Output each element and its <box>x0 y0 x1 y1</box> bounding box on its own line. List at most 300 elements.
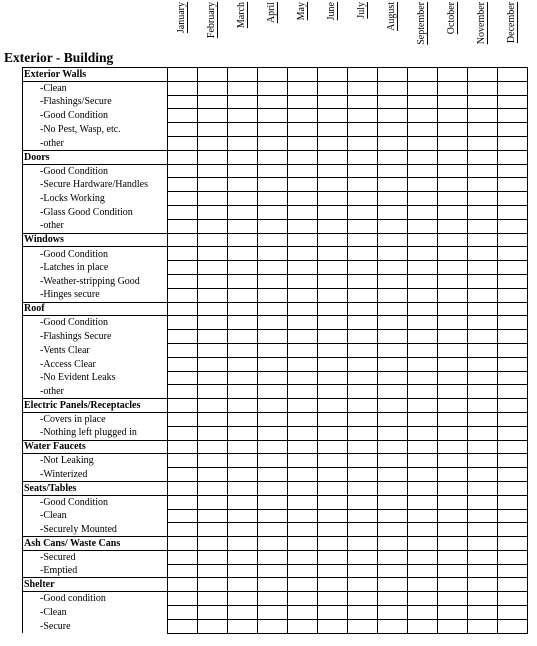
check-cell-june[interactable] <box>318 205 348 219</box>
check-cell-december[interactable] <box>498 330 528 344</box>
check-cell-december[interactable] <box>498 619 528 633</box>
check-cell-may[interactable] <box>288 426 318 440</box>
check-cell-april[interactable] <box>258 523 288 537</box>
check-cell-september[interactable] <box>408 578 438 592</box>
check-cell-march[interactable] <box>228 205 258 219</box>
check-cell-june[interactable] <box>318 123 348 137</box>
check-cell-may[interactable] <box>288 606 318 620</box>
check-cell-june[interactable] <box>318 537 348 551</box>
check-cell-february[interactable] <box>198 578 228 592</box>
check-cell-may[interactable] <box>288 412 318 426</box>
check-cell-june[interactable] <box>318 343 348 357</box>
check-cell-december[interactable] <box>498 550 528 564</box>
check-cell-december[interactable] <box>498 233 528 247</box>
check-cell-april[interactable] <box>258 205 288 219</box>
check-cell-april[interactable] <box>258 274 288 288</box>
check-cell-december[interactable] <box>498 274 528 288</box>
check-cell-november[interactable] <box>468 343 498 357</box>
check-cell-july[interactable] <box>348 523 378 537</box>
check-cell-november[interactable] <box>468 537 498 551</box>
check-cell-february[interactable] <box>198 343 228 357</box>
check-cell-december[interactable] <box>498 136 528 150</box>
check-cell-july[interactable] <box>348 136 378 150</box>
check-cell-june[interactable] <box>318 468 348 482</box>
check-cell-august[interactable] <box>378 109 408 123</box>
check-cell-april[interactable] <box>258 426 288 440</box>
check-cell-march[interactable] <box>228 288 258 302</box>
check-cell-october[interactable] <box>438 426 468 440</box>
check-cell-november[interactable] <box>468 330 498 344</box>
check-cell-may[interactable] <box>288 164 318 178</box>
check-cell-november[interactable] <box>468 385 498 399</box>
check-cell-august[interactable] <box>378 302 408 316</box>
check-cell-june[interactable] <box>318 261 348 275</box>
check-cell-march[interactable] <box>228 592 258 606</box>
check-cell-july[interactable] <box>348 385 378 399</box>
check-cell-february[interactable] <box>198 123 228 137</box>
check-cell-january[interactable] <box>168 123 198 137</box>
check-cell-february[interactable] <box>198 68 228 82</box>
check-cell-november[interactable] <box>468 316 498 330</box>
check-cell-september[interactable] <box>408 454 438 468</box>
check-cell-october[interactable] <box>438 219 468 233</box>
check-cell-october[interactable] <box>438 261 468 275</box>
check-cell-january[interactable] <box>168 578 198 592</box>
check-cell-july[interactable] <box>348 150 378 164</box>
check-cell-march[interactable] <box>228 385 258 399</box>
check-cell-july[interactable] <box>348 316 378 330</box>
check-cell-march[interactable] <box>228 192 258 206</box>
check-cell-december[interactable] <box>498 468 528 482</box>
check-cell-september[interactable] <box>408 606 438 620</box>
check-cell-may[interactable] <box>288 468 318 482</box>
check-cell-july[interactable] <box>348 288 378 302</box>
check-cell-september[interactable] <box>408 136 438 150</box>
check-cell-august[interactable] <box>378 123 408 137</box>
check-cell-august[interactable] <box>378 261 408 275</box>
check-cell-march[interactable] <box>228 247 258 261</box>
check-cell-july[interactable] <box>348 261 378 275</box>
check-cell-july[interactable] <box>348 302 378 316</box>
check-cell-july[interactable] <box>348 578 378 592</box>
check-cell-may[interactable] <box>288 150 318 164</box>
check-cell-june[interactable] <box>318 481 348 495</box>
check-cell-april[interactable] <box>258 68 288 82</box>
check-cell-april[interactable] <box>258 440 288 454</box>
check-cell-june[interactable] <box>318 385 348 399</box>
check-cell-april[interactable] <box>258 343 288 357</box>
check-cell-november[interactable] <box>468 109 498 123</box>
check-cell-september[interactable] <box>408 95 438 109</box>
check-cell-december[interactable] <box>498 81 528 95</box>
check-cell-march[interactable] <box>228 550 258 564</box>
check-cell-february[interactable] <box>198 550 228 564</box>
check-cell-september[interactable] <box>408 592 438 606</box>
check-cell-march[interactable] <box>228 371 258 385</box>
check-cell-july[interactable] <box>348 495 378 509</box>
check-cell-december[interactable] <box>498 495 528 509</box>
check-cell-may[interactable] <box>288 178 318 192</box>
check-cell-april[interactable] <box>258 109 288 123</box>
check-cell-october[interactable] <box>438 302 468 316</box>
check-cell-october[interactable] <box>438 523 468 537</box>
check-cell-june[interactable] <box>318 274 348 288</box>
check-cell-august[interactable] <box>378 440 408 454</box>
check-cell-august[interactable] <box>378 81 408 95</box>
check-cell-january[interactable] <box>168 95 198 109</box>
check-cell-april[interactable] <box>258 247 288 261</box>
check-cell-june[interactable] <box>318 426 348 440</box>
check-cell-april[interactable] <box>258 371 288 385</box>
check-cell-may[interactable] <box>288 288 318 302</box>
check-cell-may[interactable] <box>288 247 318 261</box>
check-cell-october[interactable] <box>438 412 468 426</box>
check-cell-july[interactable] <box>348 123 378 137</box>
check-cell-january[interactable] <box>168 606 198 620</box>
check-cell-may[interactable] <box>288 454 318 468</box>
check-cell-june[interactable] <box>318 495 348 509</box>
check-cell-january[interactable] <box>168 68 198 82</box>
check-cell-november[interactable] <box>468 371 498 385</box>
check-cell-september[interactable] <box>408 274 438 288</box>
check-cell-may[interactable] <box>288 619 318 633</box>
check-cell-march[interactable] <box>228 523 258 537</box>
check-cell-july[interactable] <box>348 606 378 620</box>
check-cell-february[interactable] <box>198 371 228 385</box>
check-cell-may[interactable] <box>288 219 318 233</box>
check-cell-february[interactable] <box>198 274 228 288</box>
check-cell-may[interactable] <box>288 205 318 219</box>
check-cell-september[interactable] <box>408 233 438 247</box>
check-cell-may[interactable] <box>288 357 318 371</box>
check-cell-february[interactable] <box>198 95 228 109</box>
check-cell-november[interactable] <box>468 261 498 275</box>
check-cell-july[interactable] <box>348 399 378 413</box>
check-cell-november[interactable] <box>468 81 498 95</box>
check-cell-april[interactable] <box>258 288 288 302</box>
check-cell-february[interactable] <box>198 564 228 578</box>
check-cell-june[interactable] <box>318 81 348 95</box>
check-cell-december[interactable] <box>498 454 528 468</box>
check-cell-august[interactable] <box>378 426 408 440</box>
check-cell-october[interactable] <box>438 592 468 606</box>
check-cell-august[interactable] <box>378 330 408 344</box>
check-cell-april[interactable] <box>258 550 288 564</box>
check-cell-october[interactable] <box>438 95 468 109</box>
check-cell-september[interactable] <box>408 371 438 385</box>
check-cell-december[interactable] <box>498 523 528 537</box>
check-cell-august[interactable] <box>378 136 408 150</box>
check-cell-september[interactable] <box>408 523 438 537</box>
check-cell-january[interactable] <box>168 343 198 357</box>
check-cell-january[interactable] <box>168 219 198 233</box>
check-cell-july[interactable] <box>348 274 378 288</box>
check-cell-december[interactable] <box>498 150 528 164</box>
check-cell-december[interactable] <box>498 440 528 454</box>
check-cell-august[interactable] <box>378 274 408 288</box>
check-cell-november[interactable] <box>468 606 498 620</box>
check-cell-october[interactable] <box>438 578 468 592</box>
check-cell-july[interactable] <box>348 509 378 523</box>
check-cell-may[interactable] <box>288 136 318 150</box>
check-cell-december[interactable] <box>498 123 528 137</box>
check-cell-september[interactable] <box>408 440 438 454</box>
check-cell-april[interactable] <box>258 606 288 620</box>
check-cell-march[interactable] <box>228 468 258 482</box>
check-cell-august[interactable] <box>378 550 408 564</box>
check-cell-may[interactable] <box>288 302 318 316</box>
check-cell-february[interactable] <box>198 399 228 413</box>
check-cell-october[interactable] <box>438 123 468 137</box>
check-cell-july[interactable] <box>348 205 378 219</box>
check-cell-march[interactable] <box>228 316 258 330</box>
check-cell-march[interactable] <box>228 606 258 620</box>
check-cell-january[interactable] <box>168 205 198 219</box>
check-cell-may[interactable] <box>288 68 318 82</box>
check-cell-march[interactable] <box>228 619 258 633</box>
check-cell-december[interactable] <box>498 578 528 592</box>
check-cell-august[interactable] <box>378 192 408 206</box>
check-cell-may[interactable] <box>288 123 318 137</box>
check-cell-may[interactable] <box>288 509 318 523</box>
check-cell-november[interactable] <box>468 619 498 633</box>
check-cell-october[interactable] <box>438 481 468 495</box>
check-cell-october[interactable] <box>438 550 468 564</box>
check-cell-june[interactable] <box>318 357 348 371</box>
check-cell-august[interactable] <box>378 606 408 620</box>
check-cell-june[interactable] <box>318 192 348 206</box>
check-cell-july[interactable] <box>348 481 378 495</box>
check-cell-august[interactable] <box>378 564 408 578</box>
check-cell-july[interactable] <box>348 537 378 551</box>
check-cell-november[interactable] <box>468 564 498 578</box>
check-cell-july[interactable] <box>348 68 378 82</box>
check-cell-april[interactable] <box>258 454 288 468</box>
check-cell-may[interactable] <box>288 578 318 592</box>
check-cell-may[interactable] <box>288 343 318 357</box>
check-cell-december[interactable] <box>498 537 528 551</box>
check-cell-october[interactable] <box>438 150 468 164</box>
check-cell-may[interactable] <box>288 81 318 95</box>
check-cell-february[interactable] <box>198 81 228 95</box>
check-cell-april[interactable] <box>258 192 288 206</box>
check-cell-november[interactable] <box>468 578 498 592</box>
check-cell-april[interactable] <box>258 481 288 495</box>
check-cell-september[interactable] <box>408 109 438 123</box>
check-cell-august[interactable] <box>378 468 408 482</box>
check-cell-march[interactable] <box>228 564 258 578</box>
check-cell-january[interactable] <box>168 288 198 302</box>
check-cell-april[interactable] <box>258 261 288 275</box>
check-cell-february[interactable] <box>198 619 228 633</box>
check-cell-june[interactable] <box>318 592 348 606</box>
check-cell-september[interactable] <box>408 495 438 509</box>
check-cell-june[interactable] <box>318 109 348 123</box>
check-cell-january[interactable] <box>168 440 198 454</box>
check-cell-june[interactable] <box>318 247 348 261</box>
check-cell-september[interactable] <box>408 123 438 137</box>
check-cell-december[interactable] <box>498 164 528 178</box>
check-cell-march[interactable] <box>228 537 258 551</box>
check-cell-february[interactable] <box>198 537 228 551</box>
check-cell-february[interactable] <box>198 440 228 454</box>
check-cell-september[interactable] <box>408 385 438 399</box>
check-cell-may[interactable] <box>288 371 318 385</box>
check-cell-april[interactable] <box>258 509 288 523</box>
check-cell-august[interactable] <box>378 592 408 606</box>
check-cell-april[interactable] <box>258 150 288 164</box>
check-cell-december[interactable] <box>498 343 528 357</box>
check-cell-october[interactable] <box>438 564 468 578</box>
check-cell-november[interactable] <box>468 164 498 178</box>
check-cell-may[interactable] <box>288 316 318 330</box>
check-cell-january[interactable] <box>168 81 198 95</box>
check-cell-october[interactable] <box>438 454 468 468</box>
check-cell-september[interactable] <box>408 426 438 440</box>
check-cell-october[interactable] <box>438 288 468 302</box>
check-cell-october[interactable] <box>438 495 468 509</box>
check-cell-april[interactable] <box>258 302 288 316</box>
check-cell-august[interactable] <box>378 247 408 261</box>
check-cell-september[interactable] <box>408 288 438 302</box>
check-cell-december[interactable] <box>498 592 528 606</box>
check-cell-november[interactable] <box>468 123 498 137</box>
check-cell-october[interactable] <box>438 205 468 219</box>
check-cell-december[interactable] <box>498 109 528 123</box>
check-cell-february[interactable] <box>198 330 228 344</box>
check-cell-february[interactable] <box>198 150 228 164</box>
check-cell-july[interactable] <box>348 247 378 261</box>
check-cell-june[interactable] <box>318 399 348 413</box>
check-cell-july[interactable] <box>348 412 378 426</box>
check-cell-june[interactable] <box>318 136 348 150</box>
check-cell-august[interactable] <box>378 95 408 109</box>
check-cell-january[interactable] <box>168 537 198 551</box>
check-cell-december[interactable] <box>498 399 528 413</box>
check-cell-may[interactable] <box>288 385 318 399</box>
check-cell-march[interactable] <box>228 440 258 454</box>
check-cell-october[interactable] <box>438 233 468 247</box>
check-cell-october[interactable] <box>438 357 468 371</box>
check-cell-october[interactable] <box>438 606 468 620</box>
check-cell-november[interactable] <box>468 550 498 564</box>
check-cell-august[interactable] <box>378 219 408 233</box>
check-cell-march[interactable] <box>228 426 258 440</box>
check-cell-april[interactable] <box>258 385 288 399</box>
check-cell-february[interactable] <box>198 178 228 192</box>
check-cell-august[interactable] <box>378 205 408 219</box>
check-cell-march[interactable] <box>228 261 258 275</box>
check-cell-november[interactable] <box>468 357 498 371</box>
check-cell-august[interactable] <box>378 385 408 399</box>
check-cell-march[interactable] <box>228 233 258 247</box>
check-cell-december[interactable] <box>498 302 528 316</box>
check-cell-september[interactable] <box>408 68 438 82</box>
check-cell-june[interactable] <box>318 316 348 330</box>
check-cell-june[interactable] <box>318 150 348 164</box>
check-cell-november[interactable] <box>468 247 498 261</box>
check-cell-may[interactable] <box>288 274 318 288</box>
check-cell-march[interactable] <box>228 81 258 95</box>
check-cell-february[interactable] <box>198 288 228 302</box>
check-cell-october[interactable] <box>438 537 468 551</box>
check-cell-march[interactable] <box>228 274 258 288</box>
check-cell-november[interactable] <box>468 426 498 440</box>
check-cell-december[interactable] <box>498 481 528 495</box>
check-cell-february[interactable] <box>198 205 228 219</box>
check-cell-december[interactable] <box>498 371 528 385</box>
check-cell-january[interactable] <box>168 454 198 468</box>
check-cell-november[interactable] <box>468 150 498 164</box>
check-cell-july[interactable] <box>348 592 378 606</box>
check-cell-june[interactable] <box>318 454 348 468</box>
check-cell-march[interactable] <box>228 302 258 316</box>
check-cell-march[interactable] <box>228 412 258 426</box>
check-cell-december[interactable] <box>498 261 528 275</box>
check-cell-june[interactable] <box>318 302 348 316</box>
check-cell-april[interactable] <box>258 233 288 247</box>
check-cell-september[interactable] <box>408 261 438 275</box>
check-cell-march[interactable] <box>228 219 258 233</box>
check-cell-august[interactable] <box>378 481 408 495</box>
check-cell-july[interactable] <box>348 192 378 206</box>
check-cell-october[interactable] <box>438 81 468 95</box>
check-cell-february[interactable] <box>198 164 228 178</box>
check-cell-august[interactable] <box>378 68 408 82</box>
check-cell-april[interactable] <box>258 316 288 330</box>
check-cell-october[interactable] <box>438 164 468 178</box>
check-cell-february[interactable] <box>198 606 228 620</box>
check-cell-july[interactable] <box>348 233 378 247</box>
check-cell-july[interactable] <box>348 81 378 95</box>
check-cell-october[interactable] <box>438 192 468 206</box>
check-cell-october[interactable] <box>438 274 468 288</box>
check-cell-august[interactable] <box>378 495 408 509</box>
check-cell-april[interactable] <box>258 136 288 150</box>
check-cell-june[interactable] <box>318 288 348 302</box>
check-cell-july[interactable] <box>348 357 378 371</box>
check-cell-september[interactable] <box>408 164 438 178</box>
check-cell-march[interactable] <box>228 343 258 357</box>
check-cell-october[interactable] <box>438 136 468 150</box>
check-cell-december[interactable] <box>498 426 528 440</box>
check-cell-august[interactable] <box>378 343 408 357</box>
check-cell-november[interactable] <box>468 302 498 316</box>
check-cell-june[interactable] <box>318 509 348 523</box>
check-cell-june[interactable] <box>318 440 348 454</box>
check-cell-january[interactable] <box>168 564 198 578</box>
check-cell-march[interactable] <box>228 330 258 344</box>
check-cell-june[interactable] <box>318 606 348 620</box>
check-cell-february[interactable] <box>198 412 228 426</box>
check-cell-february[interactable] <box>198 357 228 371</box>
check-cell-may[interactable] <box>288 95 318 109</box>
check-cell-january[interactable] <box>168 164 198 178</box>
check-cell-may[interactable] <box>288 233 318 247</box>
check-cell-september[interactable] <box>408 247 438 261</box>
check-cell-september[interactable] <box>408 509 438 523</box>
check-cell-september[interactable] <box>408 178 438 192</box>
check-cell-july[interactable] <box>348 219 378 233</box>
check-cell-april[interactable] <box>258 537 288 551</box>
check-cell-may[interactable] <box>288 109 318 123</box>
check-cell-february[interactable] <box>198 247 228 261</box>
check-cell-june[interactable] <box>318 523 348 537</box>
check-cell-august[interactable] <box>378 412 408 426</box>
check-cell-march[interactable] <box>228 495 258 509</box>
check-cell-february[interactable] <box>198 233 228 247</box>
check-cell-january[interactable] <box>168 399 198 413</box>
